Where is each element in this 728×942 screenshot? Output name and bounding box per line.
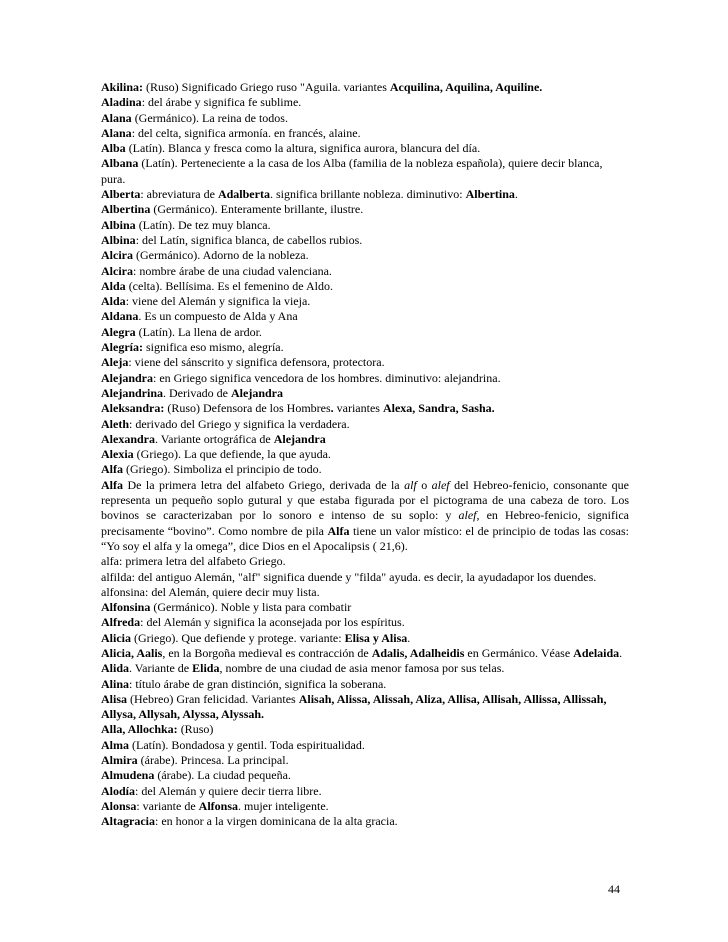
entry-text: . Variante de	[129, 661, 193, 676]
name-entry	[101, 738, 629, 753]
entry-text: : nombre árabe de una ciudad valenciana.	[133, 263, 332, 278]
entry-headword: Albertina	[465, 187, 515, 202]
name-entry	[101, 371, 629, 386]
name-entry	[101, 80, 629, 95]
name-entry	[101, 417, 629, 432]
entry-headword: Elisa y Alisa	[344, 630, 408, 645]
name-entry	[101, 355, 629, 370]
entry-text: (Ruso) Defensora de los Hombres	[164, 401, 331, 416]
name-entry	[101, 325, 629, 340]
entry-text: : del Alemán y significa la aconsejada por los espíritus.	[140, 615, 405, 630]
name-dictionary-entries	[101, 80, 629, 830]
name-entry	[101, 264, 629, 279]
name-entry	[101, 661, 629, 676]
entry-text: . Derivado de	[163, 385, 231, 400]
entry-text: : variante de	[136, 798, 199, 813]
entry-text: : viene del Alemán y significa la vieja.	[125, 294, 311, 309]
entry-text: . mujer inteligente.	[238, 798, 329, 813]
entry-text: , en Hebreo-fenicio, significa precisamente “bovino”. Como nombre de pila	[101, 508, 629, 538]
entry-text: .	[514, 187, 518, 202]
entry-headword: Aldana	[101, 309, 139, 324]
name-entry	[101, 447, 629, 462]
name-entry	[101, 95, 629, 110]
name-entry	[101, 554, 629, 569]
entry-headword: Acquilina, Aquilina, Aquiline.	[389, 80, 543, 94]
name-entry	[101, 799, 629, 814]
entry-text: (Germánico). Enteramente brillante, ilustre.	[150, 202, 364, 217]
entry-italic-term: alf	[404, 477, 417, 492]
entry-text: : del Latín, significa blanca, de cabellos rubios.	[135, 232, 363, 247]
entry-headword: Alexandra	[101, 431, 155, 446]
name-entry	[101, 646, 629, 661]
entry-text: (Griego). Simboliza el principio de todo.	[123, 462, 322, 477]
entry-text: variantes	[333, 401, 383, 416]
entry-headword: Alejandra	[101, 370, 153, 385]
name-entry	[101, 279, 629, 294]
entry-text: (Griego). La que defiende, la que ayuda.	[133, 447, 331, 462]
entry-text: : del Alemán y quiere decir tierra libre.	[135, 783, 322, 798]
entry-headword: Alfonsina	[101, 600, 151, 615]
name-entry	[101, 692, 629, 723]
name-entry	[101, 141, 629, 156]
entry-headword: Albina	[101, 232, 136, 247]
entry-text: : título árabe de gran distinción, significa la soberana.	[129, 676, 387, 691]
entry-headword: Alisa	[101, 691, 128, 706]
entry-text: (Hebreo) Gran felicidad. Variantes	[127, 691, 299, 706]
entry-text: tiene un valor místico: el de principio de todas las cosas: “Yo soy el alfa y la omega”, dice Dios en el Apocalipsis ( 21,6).	[101, 523, 629, 553]
entry-text: (Ruso)	[177, 722, 214, 737]
entry-headword: Alba	[101, 141, 126, 156]
name-entry	[101, 462, 629, 477]
entry-text: (Ruso) Significado Griego ruso "Aguila. variantes	[143, 80, 390, 94]
entry-text: .	[407, 630, 411, 645]
entry-headword: Alodía	[101, 783, 136, 798]
entry-text: (árabe). Princesa. La principal.	[137, 753, 289, 768]
entry-text: : en honor a la virgen dominicana de la alta gracia.	[154, 814, 398, 829]
entry-text: : viene del sánscrito y significa defensora, protectora.	[128, 355, 385, 370]
entry-italic-term: alef	[458, 508, 477, 523]
entry-headword: Alfa	[101, 477, 123, 492]
name-entry	[101, 784, 629, 799]
entry-headword: Aleja	[101, 355, 129, 370]
name-entry	[101, 218, 629, 233]
entry-text: : derivado del Griego y significa la verdadera.	[129, 416, 350, 431]
entry-headword: Altagracia	[101, 814, 155, 829]
name-entry	[101, 432, 629, 447]
entry-headword: Alejandra	[273, 431, 326, 446]
entry-text: , en la Borgoña medieval es contracción de	[162, 645, 372, 660]
name-entry	[101, 753, 629, 768]
entry-headword: Almira	[101, 753, 138, 768]
entry-headword: Alonsa	[101, 798, 137, 813]
entry-text: (Griego). Que defiende y protege. variante:	[131, 630, 345, 645]
entry-headword: Alejandra	[231, 385, 283, 400]
entry-headword: Alfa	[101, 462, 123, 477]
entry-text: (Latín). Bondadosa y gentil. Toda espiritualidad.	[129, 737, 365, 752]
entry-headword: Alcira	[101, 263, 133, 278]
entry-headword: Alberta	[101, 187, 141, 202]
entry-text: . Es un compuesto de Alda y Ana	[138, 309, 298, 324]
entry-headword: Alexa, Sandra, Sasha.	[382, 401, 495, 416]
entry-headword: Alicia	[101, 630, 131, 645]
entry-headword: Alcira	[101, 248, 133, 263]
entry-text: alfilda: del antiguo Alemán, "alf" significa duende y "filda" ayuda. es decir, la ayudadapor los duendes. alfonsina: del Alemán, quiere decir muy lista.	[101, 569, 597, 599]
name-entry	[101, 187, 629, 202]
entry-text: significa eso mismo, alegría.	[142, 340, 284, 355]
entry-headword: Aleth	[101, 416, 129, 431]
entry-text: : del árabe y significa fe sublime.	[141, 95, 302, 110]
name-entry	[101, 340, 629, 355]
entry-headword: Alfonsa	[198, 798, 238, 813]
entry-headword: Alda	[101, 294, 126, 309]
entry-headword: Alegría:	[101, 340, 143, 355]
name-entry	[101, 386, 629, 401]
name-entry	[101, 294, 629, 309]
entry-text: De la primera letra del alfabeto Griego, derivada de la	[123, 477, 405, 492]
entry-headword: Alla, Allochka:	[101, 722, 178, 737]
name-entry	[101, 600, 629, 615]
entry-text: (Latín). De tez muy blanca.	[135, 217, 271, 232]
name-entry	[101, 126, 629, 141]
entry-headword: Akilina:	[101, 80, 144, 94]
name-entry	[101, 248, 629, 263]
name-entry	[101, 722, 629, 737]
entry-text: (Latín). Perteneciente a la casa de los Alba (familia de la nobleza española), quiere decir blanca, pura.	[101, 156, 603, 186]
entry-headword: Adelaida	[573, 645, 620, 660]
entry-italic-term: alef	[431, 477, 450, 492]
entry-text: : en Griego significa vencedora de los hombres. diminutivo: alejandrina.	[153, 370, 501, 385]
name-entry	[101, 677, 629, 692]
entry-text: (celta). Bellísima. Es el femenino de Aldo.	[125, 278, 333, 293]
entry-headword: Alejandrina	[101, 385, 164, 400]
entry-headword: Albertina	[101, 202, 151, 217]
entry-headword: Alina	[101, 676, 130, 691]
entry-headword: Alfreda	[101, 615, 141, 630]
entry-text: : abreviatura de	[140, 187, 218, 202]
name-entry	[101, 401, 629, 416]
entry-text: en Germánico. Véase	[464, 645, 574, 660]
entry-headword: Alma	[101, 737, 129, 752]
entry-headword: Alicia, Aalis	[101, 645, 163, 660]
name-entry	[101, 570, 629, 601]
entry-headword: Albina	[101, 217, 136, 232]
name-entry	[101, 478, 629, 554]
entry-text: (árabe). La ciudad pequeña.	[154, 768, 291, 783]
entry-text: , nombre de una ciudad de asia menor famosa por sus telas.	[219, 661, 505, 676]
entry-headword: Albana	[101, 156, 139, 171]
entry-headword: Alana	[101, 125, 132, 140]
entry-headword: Elida	[192, 661, 220, 676]
name-entry	[101, 309, 629, 324]
entry-headword: Alegra	[101, 324, 136, 339]
entry-headword: Almudena	[101, 768, 155, 783]
entry-text: (Germánico). Adorno de la nobleza.	[133, 248, 309, 263]
entry-headword: Adalis, Adalheidis	[371, 645, 465, 660]
entry-headword: Alisah, Alissa, Alissah, Aliza, Allisa, Allisah, Allissa, Allissah, Allysa, Allysah, Alyssa, Alyssah.	[101, 691, 607, 722]
name-entry	[101, 111, 629, 126]
entry-text: del Hebreo-fenicio, consonante que representa un pequeño soplo gutural y que estaba figurada por el pictograma de una cabeza de toro. Los bovinos se caracterizaban por lo sonoro e intenso de su soplo: y	[101, 477, 630, 523]
entry-headword: Alda	[101, 278, 126, 293]
name-entry	[101, 814, 629, 829]
entry-text: : del celta, significa armonía. en francés, alaine.	[131, 125, 361, 140]
entry-text: o	[416, 477, 432, 492]
entry-text: .	[619, 645, 623, 660]
entry-headword: Aleksandra:	[101, 401, 165, 416]
name-entry	[101, 768, 629, 783]
name-entry	[101, 202, 629, 217]
entry-headword: Aladina	[101, 95, 142, 110]
entry-headword: .	[330, 401, 334, 416]
entry-headword: Alida	[101, 661, 130, 676]
entry-headword: Alfa	[327, 523, 350, 538]
entry-text: (Latín). La llena de ardor.	[135, 324, 262, 339]
page-number: 44	[608, 882, 620, 896]
entry-text: (Germánico). Noble y lista para combatir	[150, 600, 352, 615]
name-entry	[101, 233, 629, 248]
entry-headword: Alexia	[101, 447, 134, 462]
entry-text: . significa brillante nobleza. diminutivo:	[269, 187, 466, 202]
entry-text: . Variante ortográfica de	[155, 431, 274, 446]
entry-headword: Alana	[101, 110, 132, 125]
name-entry	[101, 631, 629, 646]
entry-text: (Germánico). La reina de todos.	[131, 110, 288, 125]
name-entry	[101, 615, 629, 630]
entry-text: (Latín). Blanca y fresca como la altura, significa aurora, blancura del día.	[125, 141, 481, 156]
name-entry	[101, 156, 629, 187]
entry-text: alfa: primera letra del alfabeto Griego.	[101, 554, 286, 569]
entry-headword: Adalberta	[217, 187, 270, 202]
